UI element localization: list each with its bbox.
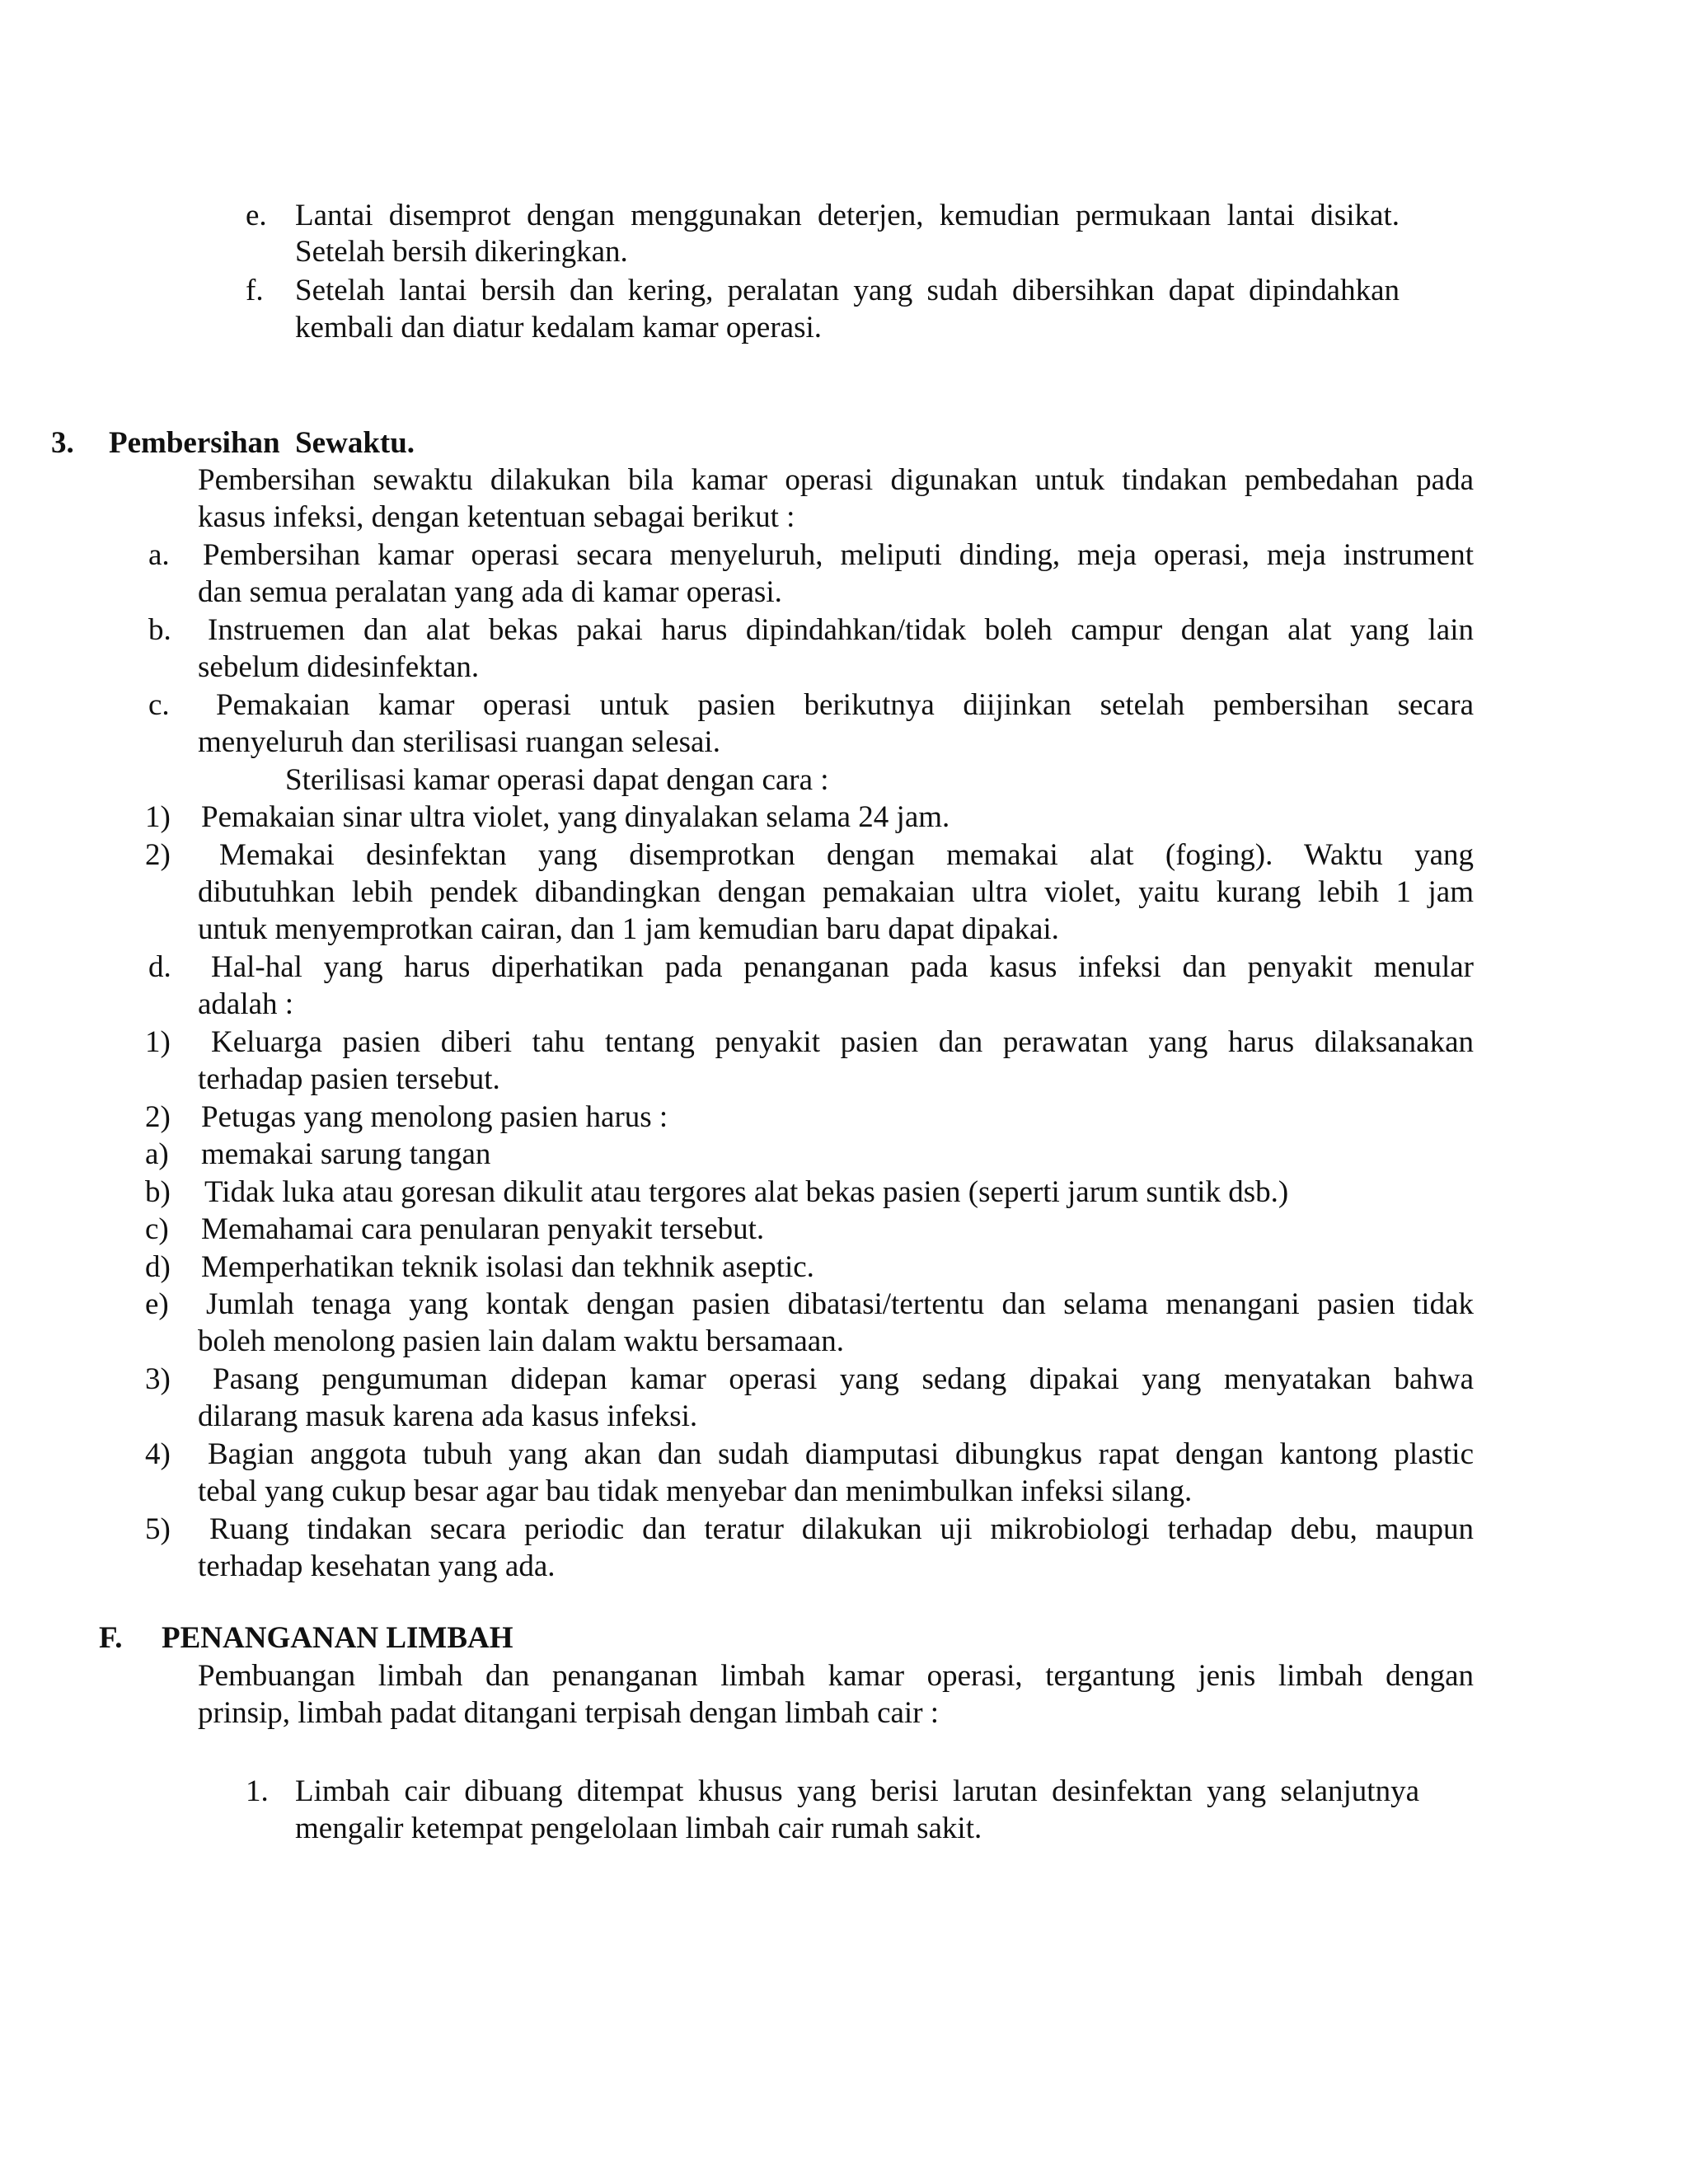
list-marker-c: c. <box>148 688 170 722</box>
list-marker-s2: 2) <box>145 838 171 872</box>
item-a-line-2: dan semua peralatan yang ada di kamar operasi. <box>198 575 782 609</box>
item-f1-line-1: Limbah cair dibuang ditempat khusus yang berisi larutan desinfektan yang selanjutnya <box>295 1774 1419 1808</box>
item-db-line-1: Tidak luka atau goresan dikulit atau tergores alat bekas pasien (seperti jarum suntik dsb.) <box>204 1175 1289 1209</box>
item-d-line-2: adalah : <box>198 987 294 1021</box>
item-e-line-2: Setelah bersih dikeringkan. <box>295 235 628 269</box>
item-b-line-2: sebelum didesinfektan. <box>198 650 480 684</box>
item-d1-line-1: Keluarga pasien diberi tahu tentang penyakit pasien dan perawatan yang harus dilaksanakan <box>211 1025 1474 1059</box>
item-d4-line-2: tebal yang cukup besar agar bau tidak menyebar dan menimbulkan infeksi silang. <box>198 1474 1193 1508</box>
list-marker-d2: 2) <box>145 1100 171 1134</box>
item-d5-line-1: Ruang tindakan secara periodic dan teratur dilakukan uji mikrobiologi terhadap debu, maupun <box>209 1512 1474 1546</box>
item-e-line-1: Lantai disemprot dengan menggunakan deterjen, kemudian permukaan lantai disikat. <box>295 199 1400 232</box>
section-3-number: 3. <box>51 426 74 460</box>
item-da-line-1: memakai sarung tangan <box>201 1137 491 1171</box>
item-dc-line-1: Memahamai cara penularan penyakit tersebut. <box>201 1212 765 1246</box>
item-de-line-1: Jumlah tenaga yang kontak dengan pasien dibatasi/tertentu dan selama menangani pasien tidak <box>206 1287 1474 1321</box>
item-f1-line-2: mengalir ketempat pengelolaan limbah cair rumah sakit. <box>295 1811 982 1845</box>
list-marker-a: a. <box>148 538 170 572</box>
item-s2-line-3: untuk menyemprotkan cairan, dan 1 jam kemudian baru dapat dipakai. <box>198 912 1059 946</box>
list-marker-e: e. <box>246 199 267 232</box>
list-marker-s1: 1) <box>145 800 171 834</box>
item-s2-line-1: Memakai desinfektan yang disemprotkan dengan memakai alat (foging). Waktu yang <box>219 838 1474 872</box>
item-d3-line-2: dilarang masuk karena ada kasus infeksi. <box>198 1399 698 1433</box>
section-3-heading: Pembersihan Sewaktu. <box>109 426 415 460</box>
list-marker-db: b) <box>145 1175 171 1209</box>
list-marker-dd: d) <box>145 1250 171 1284</box>
item-f-line-1: Setelah lantai bersih dan kering, peralatan yang sudah dibersihkan dapat dipindahkan <box>295 274 1400 307</box>
item-d5-line-2: terhadap kesehatan yang ada. <box>198 1549 556 1583</box>
section-3-intro-line-1: Pembersihan sewaktu dilakukan bila kamar operasi digunakan untuk tindakan pembedahan pada <box>198 463 1474 497</box>
item-c-line-2: menyeluruh dan sterilisasi ruangan selesai. <box>198 725 720 759</box>
item-c-line-1: Pemakaian kamar operasi untuk pasien berikutnya diijinkan setelah pembersihan secara <box>216 688 1474 722</box>
item-f-line-2: kembali dan diatur kedalam kamar operasi. <box>295 311 823 344</box>
section-f-heading: PENANGANAN LIMBAH <box>162 1621 513 1655</box>
item-d3-line-1: Pasang pengumuman didepan kamar operasi yang sedang dipakai yang menyatakan bahwa <box>213 1362 1474 1396</box>
item-b-line-1: Instruemen dan alat bekas pakai harus dipindahkan/tidak boleh campur dengan alat yang lain <box>208 613 1474 647</box>
list-marker-f1: 1. <box>246 1774 269 1808</box>
item-s1-line-1: Pemakaian sinar ultra violet, yang dinyalakan selama 24 jam. <box>201 800 950 834</box>
list-marker-d1: 1) <box>145 1025 171 1059</box>
list-marker-f: f. <box>246 274 264 307</box>
item-de-line-2: boleh menolong pasien lain dalam waktu bersamaan. <box>198 1324 844 1358</box>
list-marker-b: b. <box>148 613 171 647</box>
list-marker-d5: 5) <box>145 1512 171 1546</box>
item-dd-line-1: Memperhatikan teknik isolasi dan tekhnik aseptic. <box>201 1250 814 1284</box>
list-marker-d4: 4) <box>145 1437 171 1471</box>
item-d1-line-2: terhadap pasien tersebut. <box>198 1062 500 1096</box>
list-marker-dc: c) <box>145 1212 169 1246</box>
list-marker-de: e) <box>145 1287 169 1321</box>
section-f-intro-line-2: prinsip, limbah padat ditangani terpisah dengan limbah cair : <box>198 1696 940 1730</box>
item-a-line-1: Pembersihan kamar operasi secara menyeluruh, meliputi dinding, meja operasi, meja instrument <box>203 538 1474 572</box>
item-s2-line-2: dibutuhkan lebih pendek dibandingkan dengan pemakaian ultra violet, yaitu kurang lebih 1 jam <box>198 875 1474 909</box>
section-3-intro-line-2: kasus infeksi, dengan ketentuan sebagai berikut : <box>198 500 795 534</box>
section-f-letter: F. <box>99 1621 123 1655</box>
list-marker-d3: 3) <box>145 1362 171 1396</box>
item-d4-line-1: Bagian anggota tubuh yang akan dan sudah diamputasi dibungkus rapat dengan kantong plastic <box>208 1437 1474 1471</box>
list-marker-d: d. <box>148 950 171 984</box>
list-marker-da: a) <box>145 1137 169 1171</box>
item-d2-line-1: Petugas yang menolong pasien harus : <box>201 1100 668 1134</box>
section-f-intro-line-1: Pembuangan limbah dan penanganan limbah kamar operasi, tergantung jenis limbah dengan <box>198 1659 1474 1693</box>
item-d-line-1: Hal-hal yang harus diperhatikan pada penanganan pada kasus infeksi dan penyakit menular <box>211 950 1474 984</box>
sterilisasi-intro: Sterilisasi kamar operasi dapat dengan cara : <box>285 763 829 797</box>
